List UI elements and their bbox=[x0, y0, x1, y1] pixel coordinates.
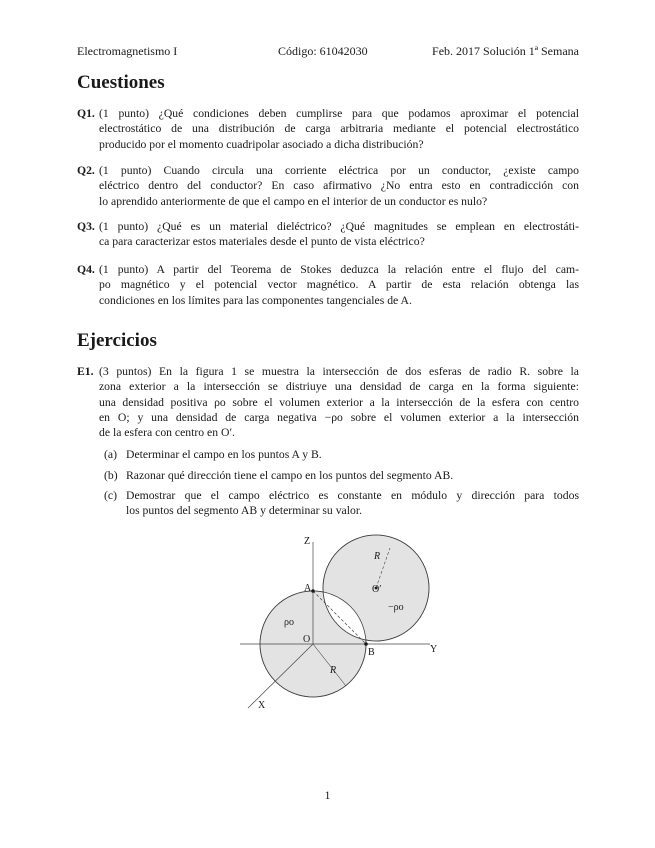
questions-heading: Cuestiones bbox=[77, 72, 165, 93]
question-line: (1 punto) A partir del Teorema de Stokes deduzca la relación entre el flujo del cam- bbox=[99, 263, 579, 276]
exercise-line: zona exterior a la intersección se distriuye una densidad de carga en la forma siguiente: bbox=[99, 380, 579, 394]
question-line: eléctrico dentro del conductor? En caso afirmativo ¿No entra esto en contradicción con bbox=[99, 179, 579, 193]
label-y-axis: Y bbox=[430, 644, 438, 655]
label-origin: O bbox=[303, 634, 311, 645]
label-point-a: A bbox=[304, 583, 312, 594]
exercise-e1 bbox=[77, 364, 579, 440]
label-radius-bottom: R bbox=[330, 665, 337, 676]
point-a bbox=[311, 589, 315, 593]
part-line: los puntos del segmento AB y determinar su valor. bbox=[126, 504, 362, 518]
question-line: condiciones en los límites para las componentes tangenciales de A. bbox=[99, 293, 412, 307]
question-q4 bbox=[77, 262, 579, 308]
question-q2 bbox=[77, 163, 579, 209]
question-line: (1 punto) ¿Qué es un material dieléctrico? ¿Qué magnitudes se emplean en electrostáti- bbox=[99, 220, 579, 233]
page-header bbox=[77, 44, 579, 60]
question-tag: Q2. bbox=[77, 164, 95, 177]
question-line: (1 punto) ¿Qué condiciones deben cumplirse para que podamos aproximar el potencial bbox=[99, 107, 579, 120]
page-number: 1 bbox=[324, 788, 331, 802]
part-label: (a) bbox=[104, 448, 117, 461]
question-tag: Q1. bbox=[77, 107, 95, 120]
question-q3 bbox=[77, 219, 579, 250]
exercise-line: una densidad positiva ρo sobre el volumen exterior a la intersección de la esfera con centro bbox=[99, 395, 579, 409]
part-label: (c) bbox=[104, 489, 117, 502]
exercises-heading: Ejercicios bbox=[77, 330, 157, 351]
question-line: electrostático de una distribución de carga arbitraria mediante el potencial electrostático bbox=[99, 122, 579, 136]
part-line: Demostrar que el campo eléctrico es constante en módulo y dirección para todos bbox=[126, 489, 579, 502]
label-radius-top: R bbox=[374, 551, 381, 562]
part-label: (b) bbox=[104, 469, 118, 482]
label-rho-positive: ρo bbox=[284, 617, 294, 628]
question-line: po magnético y el potencial vector magnético. A partir de esta relación obtenga las bbox=[99, 278, 579, 292]
label-rho-negative: −ρo bbox=[388, 602, 404, 613]
question-line: (1 punto) Cuando circula una corriente eléctrica por un conductor, ¿existe campo bbox=[99, 164, 579, 177]
part-line: Razonar qué dirección tiene el campo en los puntos del segmento AB. bbox=[126, 469, 454, 482]
exercise-line: en O; y una densidad de carga negativa −ρo sobre el volumen exterior a la intersección bbox=[99, 410, 579, 424]
exercise-part-a bbox=[104, 447, 579, 462]
label-point-b: B bbox=[368, 647, 375, 658]
part-line: Determinar el campo en los puntos A y B. bbox=[126, 448, 322, 461]
exercise-line: (3 puntos) En la figura 1 se muestra la intersección de dos esferas de radio R. sobre la bbox=[99, 365, 579, 378]
label-x-axis: X bbox=[258, 700, 266, 711]
question-tag: Q3. bbox=[77, 220, 95, 233]
exercise-part-c bbox=[104, 488, 579, 519]
point-b bbox=[364, 642, 368, 646]
course-code: Código: 61042030 bbox=[278, 44, 368, 58]
question-line: ca para caracterizar estos materiales desde el punto de vista eléctrico? bbox=[99, 235, 425, 249]
course-title: Electromagnetismo I bbox=[77, 44, 178, 58]
question-tag: Q4. bbox=[77, 263, 95, 276]
exam-session: Feb. 2017 Solución 1ª Semana bbox=[432, 44, 579, 58]
exercise-tag: E1. bbox=[77, 365, 94, 378]
exercise-line: de la esfera con centro en O′. bbox=[99, 426, 235, 440]
question-line: lo aprendido anteriormente de que el campo en el interior de un conductor es nulo? bbox=[99, 194, 488, 208]
exercise-part-b bbox=[104, 468, 579, 483]
two-spheres-figure bbox=[240, 532, 450, 712]
question-line: producido por el momento cuadripolar asociado a dicha distribución? bbox=[99, 137, 424, 151]
question-q1 bbox=[77, 106, 579, 152]
label-z-axis: Z bbox=[304, 536, 311, 547]
label-center2: O′ bbox=[372, 584, 382, 595]
